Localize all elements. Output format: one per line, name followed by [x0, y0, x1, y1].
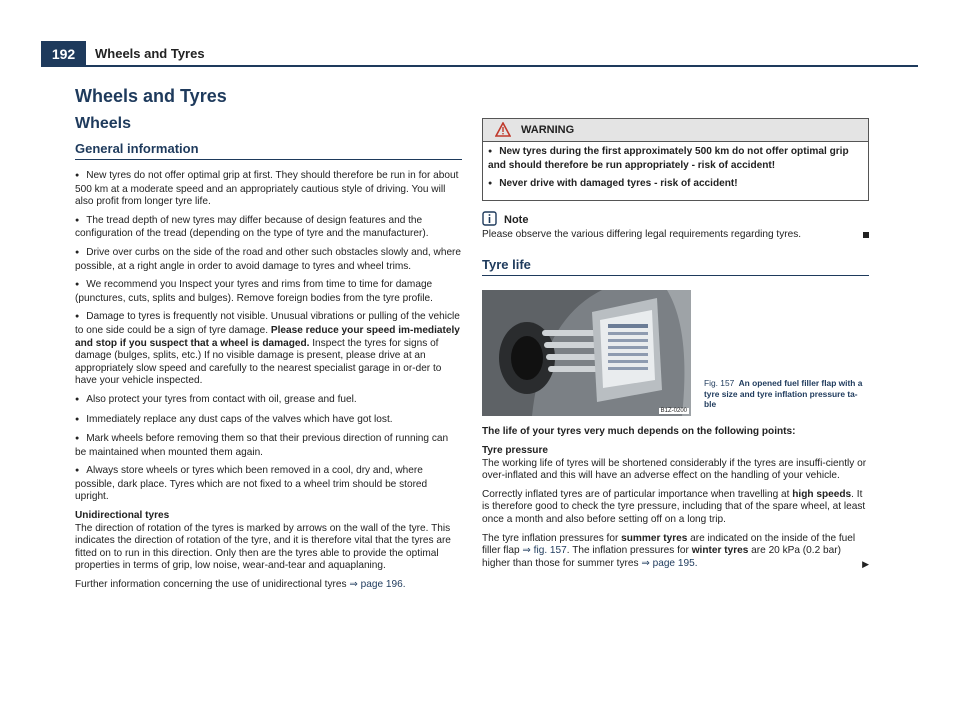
bullet-item: ● New tyres do not offer optimal grip at first. They should therefore be run in for about 500 km at a moderate speed and an appropriately cautious style of driving. You will also profit from longer tyre life. — [75, 170, 462, 209]
figure-caption-text: An opened fuel filler flap with a tyre size and tyre inflation pressure ta-ble — [704, 378, 863, 410]
bullet-item: ● Always store wheels or tyres which been removed in a cool, dry and, where possible, dark place. Tyres which are not fixed to a wheel trim should be stored upright. — [75, 465, 462, 504]
warning-item: ● New tyres during the first approximately 500 km do not offer optimal grip and should therefore be run appropriately - risk of accident! — [488, 146, 863, 172]
text: . It is therefore good to check the tyre pressure, including that of the spare wheel, at least once a month and also before setting off on a long trip. — [482, 488, 866, 525]
subsection-title: General information — [75, 141, 462, 160]
text: . The inflation pressures for — [566, 545, 692, 557]
chapter-title: Wheels and Tyres — [75, 86, 227, 106]
note-header — [482, 211, 869, 229]
pressure-paragraph-2 — [482, 489, 869, 527]
warning-item: ● Never drive with damaged tyres - risk of accident! — [488, 178, 863, 192]
left-column — [75, 86, 462, 598]
warning-triangle-icon — [495, 122, 511, 140]
running-header: Wheels and Tyres — [95, 46, 205, 61]
pressure-paragraph-3 — [482, 533, 869, 571]
section-end-mark — [863, 232, 869, 238]
figure-157 — [482, 290, 869, 416]
further-text: Further information concerning the use of unidirectional tyres — [75, 579, 350, 591]
unidirectional-text: The direction of rotation of the tyres is marked by arrows on the wall of the tyre. This indicates the direction of rotation of the tyre, and it is therefore vital that the tyres are fitted on to run in this direction. Only then are the tyres able to provide the optimal properties in terms of grip, low noise, wear-and-tear and aquaplaning. — [75, 522, 451, 572]
text: The tyre inflation pressures for — [482, 532, 622, 544]
fuel-filler-flap-photo — [482, 290, 691, 416]
figure-code: B1Z-0200 — [660, 408, 687, 415]
warning-header — [483, 119, 868, 142]
page-number: 192 — [41, 41, 86, 67]
bullet-item: ● Immediately replace any dust caps of the valves which have got lost. — [75, 414, 462, 428]
text: are 20 kPa (0.2 bar) higher than those for summer tyres — [482, 545, 841, 569]
page-reference-link[interactable]: ⇒ page 196. — [349, 579, 406, 591]
bullet-text: Inspect the tyres for signs of damage (bulges, splits, etc.) If no visible damage is present, please drive at an appropriately slow speed and carefully to the nearest specialist garage in or-der to have your vehicle inspected. — [75, 337, 442, 387]
bullet-item: ● We recommend you Inspect your tyres and rims from time to time for damage (punctures, cuts, splits and bulges). Remove foreign bodies from the tyre profile. — [75, 279, 462, 305]
bold-text: winter tyres — [691, 545, 749, 557]
figure-reference-link[interactable]: ⇒ fig. 157 — [522, 545, 567, 557]
bullet-item — [75, 311, 462, 388]
life-intro: The life of your tyres very much depends on the following points: — [482, 426, 796, 438]
info-note-icon — [482, 211, 497, 229]
figure-label: Fig. 157 — [704, 378, 735, 389]
note-body: Please observe the various differing legal requirements regarding tyres. — [482, 228, 802, 240]
warning-box — [482, 118, 869, 201]
pressure-paragraph-1: The working life of tyres will be shortened considerably if the tyres are insuffi-ciently or over-inflated and this will have an adverse effect on the handling of your vehicle. — [482, 457, 867, 482]
bullet-item: ● Also protect your tyres from contact with oil, grease and fuel. — [75, 394, 462, 408]
section-title: Wheels — [75, 115, 132, 132]
warning-title: WARNING — [521, 124, 575, 136]
tyre-pressure-title: Tyre pressure — [482, 444, 549, 456]
bullet-item: ● The tread depth of new tyres may differ because of design features and the configuration of the tread (depending on the type of tyre and the manufacturer). — [75, 215, 462, 241]
page-reference-link[interactable]: ⇒ page 195. — [641, 557, 698, 569]
continue-arrow-icon: ▶ — [862, 558, 869, 569]
bold-text: high speeds — [792, 488, 852, 500]
note-title: Note — [504, 213, 529, 226]
bullet-bold-text: Please reduce your speed im-mediately and stop if you suspect that a wheel is damaged. — [75, 324, 460, 349]
note-text — [482, 229, 869, 242]
unidirectional-title: Unidirectional tyres — [75, 510, 170, 522]
warning-body — [483, 142, 868, 200]
header-rule — [86, 65, 918, 67]
figure-caption — [704, 378, 869, 409]
bold-text: summer tyres — [621, 532, 688, 544]
subsection-tyre-life: Tyre life — [482, 257, 869, 276]
right-column — [482, 118, 869, 576]
bullet-item: ● Mark wheels before removing them so that their previous direction of running can be maintained when mounted them again. — [75, 433, 462, 459]
bullet-item: ● Drive over curbs on the side of the road and other such obstacles slowly and, where possible, at a right angle in order to avoid damage to tyres and wheel trims. — [75, 247, 462, 273]
further-info — [75, 579, 462, 592]
bullet-text: Damage to tyres is frequently not visible. Unusual vibrations or pulling of the vehicle to one side could be a sign of tyre damage. — [75, 311, 460, 336]
text: are indicated on the inside of the fuel filler flap — [482, 532, 856, 557]
text: Correctly inflated tyres are of particular importance when travelling at — [482, 488, 793, 500]
